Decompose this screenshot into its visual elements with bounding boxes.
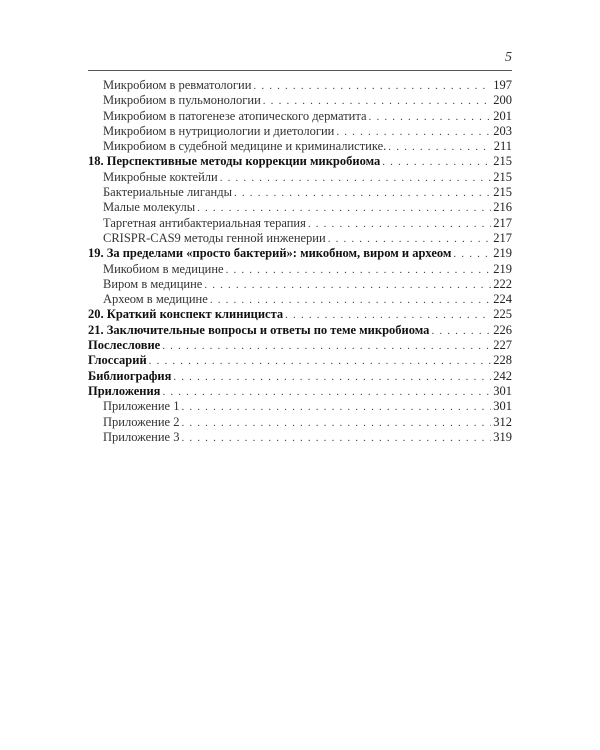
toc-entry-page: 215 bbox=[493, 154, 512, 169]
toc-entry-title: Микробиом в пульмонологии bbox=[103, 93, 261, 108]
toc-entry-title: Микробиом в нутрициологии и диетологии bbox=[103, 123, 335, 138]
toc-entry-page: 226 bbox=[493, 322, 512, 337]
toc-entry-page: 224 bbox=[493, 292, 512, 307]
toc-entry bbox=[88, 124, 512, 139]
toc-entry bbox=[88, 216, 512, 231]
header-rule bbox=[88, 70, 512, 71]
dot-leader bbox=[181, 400, 491, 415]
toc-entry-page: 219 bbox=[493, 246, 512, 261]
toc-entry bbox=[88, 415, 512, 430]
dot-leader bbox=[197, 201, 491, 216]
toc-entry-page: 219 bbox=[493, 261, 512, 276]
toc-entry-page: 203 bbox=[493, 123, 512, 138]
toc-entry bbox=[88, 277, 512, 292]
toc-entry bbox=[88, 369, 512, 384]
dot-leader bbox=[336, 125, 491, 140]
toc-entry-title: CRISPR-CAS9 методы генной инженерии bbox=[103, 230, 326, 245]
dot-leader bbox=[204, 278, 491, 293]
toc-entry bbox=[88, 78, 512, 93]
toc-entry-page: 217 bbox=[493, 215, 512, 230]
toc-entry-title: Микобиом в медицине bbox=[103, 261, 224, 276]
toc-entry-page: 197 bbox=[493, 78, 512, 92]
toc-entry bbox=[88, 246, 512, 261]
toc-entry-title: Послесловие bbox=[88, 338, 161, 353]
dot-leader bbox=[234, 186, 491, 201]
dot-leader bbox=[220, 171, 492, 186]
toc-entry-title: Приложение 1 bbox=[103, 399, 180, 414]
toc-entry bbox=[88, 384, 512, 399]
toc-entry-title: Микробиом в патогенезе атопического дерматита bbox=[103, 108, 367, 123]
dot-leader bbox=[162, 339, 491, 354]
dot-leader bbox=[369, 110, 492, 125]
dot-leader bbox=[162, 385, 491, 400]
toc-entry bbox=[88, 292, 512, 307]
toc-entry-title: 19. За пределами «просто бактерий»: микобном, виром и археом bbox=[88, 246, 452, 261]
toc-entry-page: 217 bbox=[493, 230, 512, 245]
toc-entry-page: 312 bbox=[493, 414, 512, 429]
page-number: 5 bbox=[505, 50, 512, 65]
dot-leader bbox=[388, 140, 491, 155]
toc-entry-title: 21. Заключительные вопросы и ответы по теме микробиома bbox=[88, 322, 430, 337]
toc-entry-page: 215 bbox=[493, 185, 512, 200]
toc-entry bbox=[88, 170, 512, 185]
dot-leader bbox=[253, 79, 491, 94]
toc-entry-title: Приложение 2 bbox=[103, 414, 180, 429]
toc-entry bbox=[88, 307, 512, 322]
toc-entry bbox=[88, 93, 512, 108]
toc-entry-page: 227 bbox=[493, 338, 512, 353]
toc-entry-title: Микробные коктейли bbox=[103, 169, 218, 184]
toc-entry-title: 20. Краткий конспект клинициста bbox=[88, 307, 284, 322]
toc-entry-title: Микробиом в судебной медицине и криминалистике. bbox=[103, 139, 387, 154]
toc-entry-page: 319 bbox=[493, 429, 512, 444]
toc-entry bbox=[88, 200, 512, 215]
table-of-contents bbox=[88, 78, 512, 445]
toc-entry-page: 222 bbox=[493, 276, 512, 291]
dot-leader bbox=[263, 94, 491, 109]
toc-entry bbox=[88, 399, 512, 414]
toc-entry-page: 216 bbox=[493, 200, 512, 215]
toc-entry bbox=[88, 262, 512, 277]
toc-entry-title: Виром в медицине bbox=[103, 276, 203, 291]
dot-leader bbox=[181, 431, 491, 446]
toc-entry-page: 301 bbox=[493, 399, 512, 414]
toc-entry-title: Приложение 3 bbox=[103, 429, 180, 444]
toc-entry-title: Приложения bbox=[88, 383, 161, 398]
toc-entry bbox=[88, 139, 512, 154]
dot-leader bbox=[226, 263, 492, 278]
dot-leader bbox=[431, 324, 491, 339]
toc-entry-title: Бактериальные лиганды bbox=[103, 185, 232, 200]
dot-leader bbox=[308, 217, 491, 232]
toc-entry-page: 228 bbox=[493, 353, 512, 368]
dot-leader bbox=[210, 293, 491, 308]
toc-entry bbox=[88, 323, 512, 338]
toc-entry-page: 200 bbox=[493, 93, 512, 108]
toc-entry bbox=[88, 185, 512, 200]
toc-entry bbox=[88, 353, 512, 368]
toc-entry-title: 18. Перспективные методы коррекции микробиома bbox=[88, 154, 381, 169]
toc-entry bbox=[88, 338, 512, 353]
toc-entry-title: Археом в медицине bbox=[103, 292, 208, 307]
dot-leader bbox=[149, 354, 492, 369]
toc-entry bbox=[88, 231, 512, 246]
toc-entry-page: 242 bbox=[493, 368, 512, 383]
toc-entry-title: Микробиом в ревматологии bbox=[103, 78, 252, 92]
toc-entry-page: 301 bbox=[493, 383, 512, 398]
toc-entry-page: 215 bbox=[493, 169, 512, 184]
toc-entry bbox=[88, 154, 512, 169]
toc-entry-page: 211 bbox=[493, 139, 512, 154]
toc-entry-title: Таргетная антибактериальная терапия bbox=[103, 215, 306, 230]
toc-entry-title: Библиография bbox=[88, 368, 172, 383]
toc-entry-title: Малые молекулы bbox=[103, 200, 196, 215]
toc-entry-page: 225 bbox=[493, 307, 512, 322]
dot-leader bbox=[453, 247, 491, 262]
toc-entry-page: 201 bbox=[493, 108, 512, 123]
dot-leader bbox=[382, 155, 491, 170]
dot-leader bbox=[285, 308, 491, 323]
dot-leader bbox=[328, 232, 492, 247]
toc-entry bbox=[88, 430, 512, 445]
toc-entry bbox=[88, 109, 512, 124]
dot-leader bbox=[181, 416, 491, 431]
dot-leader bbox=[173, 370, 491, 385]
toc-entry-title: Глоссарий bbox=[88, 353, 147, 368]
